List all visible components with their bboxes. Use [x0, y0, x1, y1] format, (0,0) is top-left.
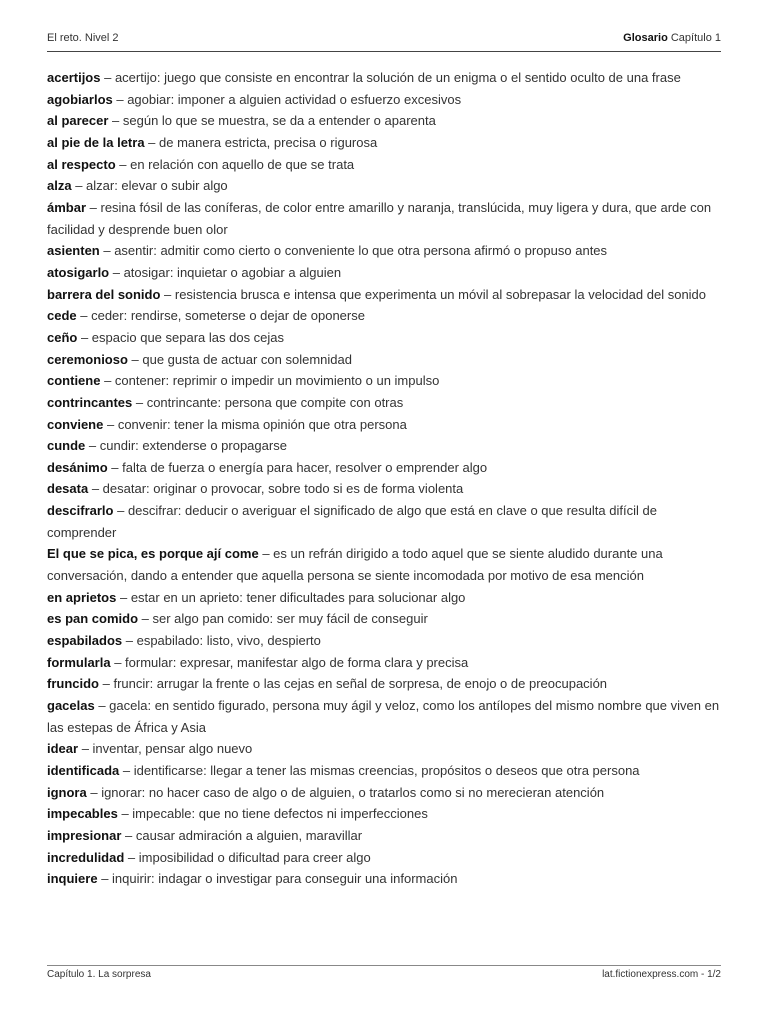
glossary-definition: – alzar: elevar o subir algo — [71, 178, 228, 194]
glossary-definition: – falta de fuerza o energía para hacer, resolver o emprender algo — [107, 459, 488, 475]
glossary-term: contiene — [47, 373, 101, 389]
glossary-entry — [47, 782, 721, 804]
glossary-term: incredulidad — [47, 849, 125, 865]
glossary-definition: – ceder: rendirse, someterse o dejar de oponerse — [76, 308, 365, 324]
glossary-definition: – resistencia brusca e intensa que experimenta un móvil al sobrepasar la velocidad del sonido — [160, 286, 707, 302]
glossary-definition: – impecable: que no tiene defectos ni imperfecciones — [117, 806, 428, 822]
glossary-definition: – imposibilidad o dificultad para creer algo — [124, 849, 371, 865]
glossary-definition: – resina fósil de las coníferas, de color entre amarillo y naranja, translúcida, muy ligera y dura, que arde con facilidad y desprende buen olor — [47, 199, 712, 237]
glossary-term: agobiarlos — [47, 91, 113, 107]
glossary-term: identificada — [47, 763, 120, 778]
glossary-term: gacelas — [47, 698, 95, 714]
glossary-definition: – inventar, pensar algo nuevo — [78, 741, 253, 757]
glossary-definition: – ser algo pan comido: ser muy fácil de conseguir — [138, 611, 428, 627]
glossary-entry — [47, 652, 721, 674]
glossary-term: impecables — [47, 806, 118, 822]
glossary-entry — [47, 608, 721, 630]
glossary-definition: – fruncir: arrugar la frente o las cejas en señal de sorpresa, de enojo o de preocupación — [99, 676, 608, 692]
header-chapter: Capítulo 1 — [667, 32, 721, 44]
glossary-definition: – gacela: en sentido figurado, persona muy ágil y veloz, como los antílopes del mismo nombre que viven en las estepas de África y Asia — [47, 698, 720, 735]
glossary-term: asienten — [47, 243, 100, 259]
glossary-term: ceremonioso — [47, 351, 128, 367]
glossary-entry — [47, 175, 721, 197]
glossary-definition: – contrincante: persona que compite con otras — [132, 394, 404, 410]
glossary-definition: – desatar: originar o provocar, sobre todo si es de forma violenta — [88, 481, 464, 497]
glossary-list — [47, 67, 721, 890]
footer-site-page: lat.fictionexpress.com - 1/2 — [602, 969, 721, 980]
glossary-definition: – inquirir: indagar o investigar para conseguir una información — [97, 871, 458, 887]
glossary-term: al respecto — [47, 156, 116, 172]
glossary-term: formularla — [47, 654, 111, 670]
glossary-definition: – contener: reprimir o impedir un movimiento o un impulso — [100, 373, 440, 389]
glossary-definition: – cundir: extenderse o propagarse — [85, 438, 287, 454]
glossary-entry — [47, 803, 721, 825]
glossary-term: cede — [47, 308, 77, 324]
glossary-term: al parecer — [47, 113, 109, 129]
glossary-entry — [47, 435, 721, 457]
glossary-definition: – descifrar: deducir o averiguar el significado de algo que está en clave o que resulta difícil de comprender — [47, 503, 657, 540]
glossary-term: acertijos — [47, 70, 101, 85]
glossary-entry — [47, 262, 721, 284]
glossary-definition: – causar admiración a alguien, maravillar — [121, 827, 363, 843]
glossary-entry — [47, 630, 721, 652]
glossary-term: fruncido — [47, 676, 99, 692]
glossary-entry — [47, 327, 721, 349]
header-section — [623, 32, 721, 44]
glossary-entry — [47, 587, 721, 609]
glossary-term: ignora — [47, 784, 87, 800]
glossary-definition: – de manera estricta, precisa o rigurosa — [144, 134, 378, 150]
glossary-entry — [47, 110, 721, 132]
glossary-definition: – asentir: admitir como cierto o conveniente lo que otra persona afirmó o propuso antes — [99, 243, 608, 259]
footer-chapter-title: Capítulo 1. La sorpresa — [47, 969, 151, 980]
glossary-definition: – estar en un aprieto: tener dificultades para solucionar algo — [116, 589, 466, 605]
glossary-entry — [47, 825, 721, 847]
glossary-definition: – agobiar: imponer a alguien actividad o esfuerzo excesivos — [112, 91, 462, 107]
glossary-term: El que se pica, es porque ají come — [47, 546, 259, 562]
glossary-term: cunde — [47, 438, 86, 454]
glossary-entry — [47, 284, 721, 306]
glossary-entry — [47, 67, 721, 89]
glossary-term: espabilados — [47, 633, 123, 649]
glossary-term: alza — [47, 178, 72, 194]
page-header — [47, 32, 721, 52]
glossary-term: al pie de la letra — [47, 134, 145, 150]
glossary-term: barrera del sonido — [47, 286, 161, 302]
glossary-entry — [47, 414, 721, 436]
glossary-term: desata — [47, 481, 89, 497]
glossary-entry — [47, 738, 721, 760]
glossary-definition: – espacio que separa las dos cejas — [77, 329, 285, 345]
glossary-entry — [47, 154, 721, 176]
glossary-definition: – ignorar: no hacer caso de algo o de alguien, o tratarlos como si no merecieran atención — [86, 784, 605, 800]
glossary-term: idear — [47, 741, 79, 757]
glossary-term: impresionar — [47, 827, 122, 843]
header-level: El reto. Nivel 2 — [47, 32, 119, 44]
glossary-term: atosigarlo — [47, 264, 110, 280]
page-footer — [47, 965, 721, 980]
glossary-definition: – acertijo: juego que consiste en encontrar la solución de un enigma o el sentido oculto de una frase — [100, 70, 681, 85]
glossary-entry — [47, 673, 721, 695]
glossary-entry — [47, 370, 721, 392]
glossary-definition: – identificarse: llegar a tener las mismas creencias, propósitos o deseos que otra persona — [119, 763, 640, 778]
glossary-entry — [47, 240, 721, 262]
glossary-entry — [47, 500, 721, 543]
header-glossary-label: Glosario — [623, 32, 668, 44]
glossary-definition: – es un refrán dirigido a todo aquel que se siente aludido durante una conversación, dando a entender que aquella persona se siente incomodada por motivo de esa mención — [47, 546, 663, 584]
glossary-entry — [47, 543, 721, 586]
glossary-definition: – convenir: tener la misma opinión que otra persona — [103, 416, 407, 432]
glossary-term: ceño — [47, 329, 78, 345]
glossary-term: contrincantes — [47, 394, 133, 410]
glossary-entry — [47, 392, 721, 414]
glossary-entry — [47, 197, 721, 240]
glossary-entry — [47, 457, 721, 479]
glossary-definition: – atosigar: inquietar o agobiar a alguien — [109, 264, 342, 280]
glossary-entry — [47, 305, 721, 327]
glossary-term: descifrarlo — [47, 503, 114, 519]
glossary-term: conviene — [47, 416, 104, 432]
glossary-term: ámbar — [47, 199, 87, 215]
glossary-entry — [47, 868, 721, 890]
glossary-entry — [47, 89, 721, 111]
glossary-entry — [47, 760, 721, 782]
glossary-entry — [47, 132, 721, 154]
glossary-definition: – en relación con aquello de que se trata — [115, 156, 355, 172]
glossary-term: inquiere — [47, 871, 98, 887]
glossary-entry — [47, 478, 721, 500]
glossary-entry — [47, 349, 721, 371]
glossary-term: desánimo — [47, 459, 108, 475]
glossary-definition: – formular: expresar, manifestar algo de forma clara y precisa — [110, 654, 469, 670]
glossary-term: en aprietos — [47, 589, 117, 605]
glossary-term: es pan comido — [47, 611, 139, 627]
glossary-definition: – que gusta de actuar con solemnidad — [127, 351, 352, 367]
glossary-definition: – espabilado: listo, vivo, despierto — [122, 633, 321, 649]
glossary-entry — [47, 847, 721, 869]
glossary-definition: – según lo que se muestra, se da a entender o aparenta — [108, 113, 436, 129]
glossary-entry — [47, 695, 721, 738]
